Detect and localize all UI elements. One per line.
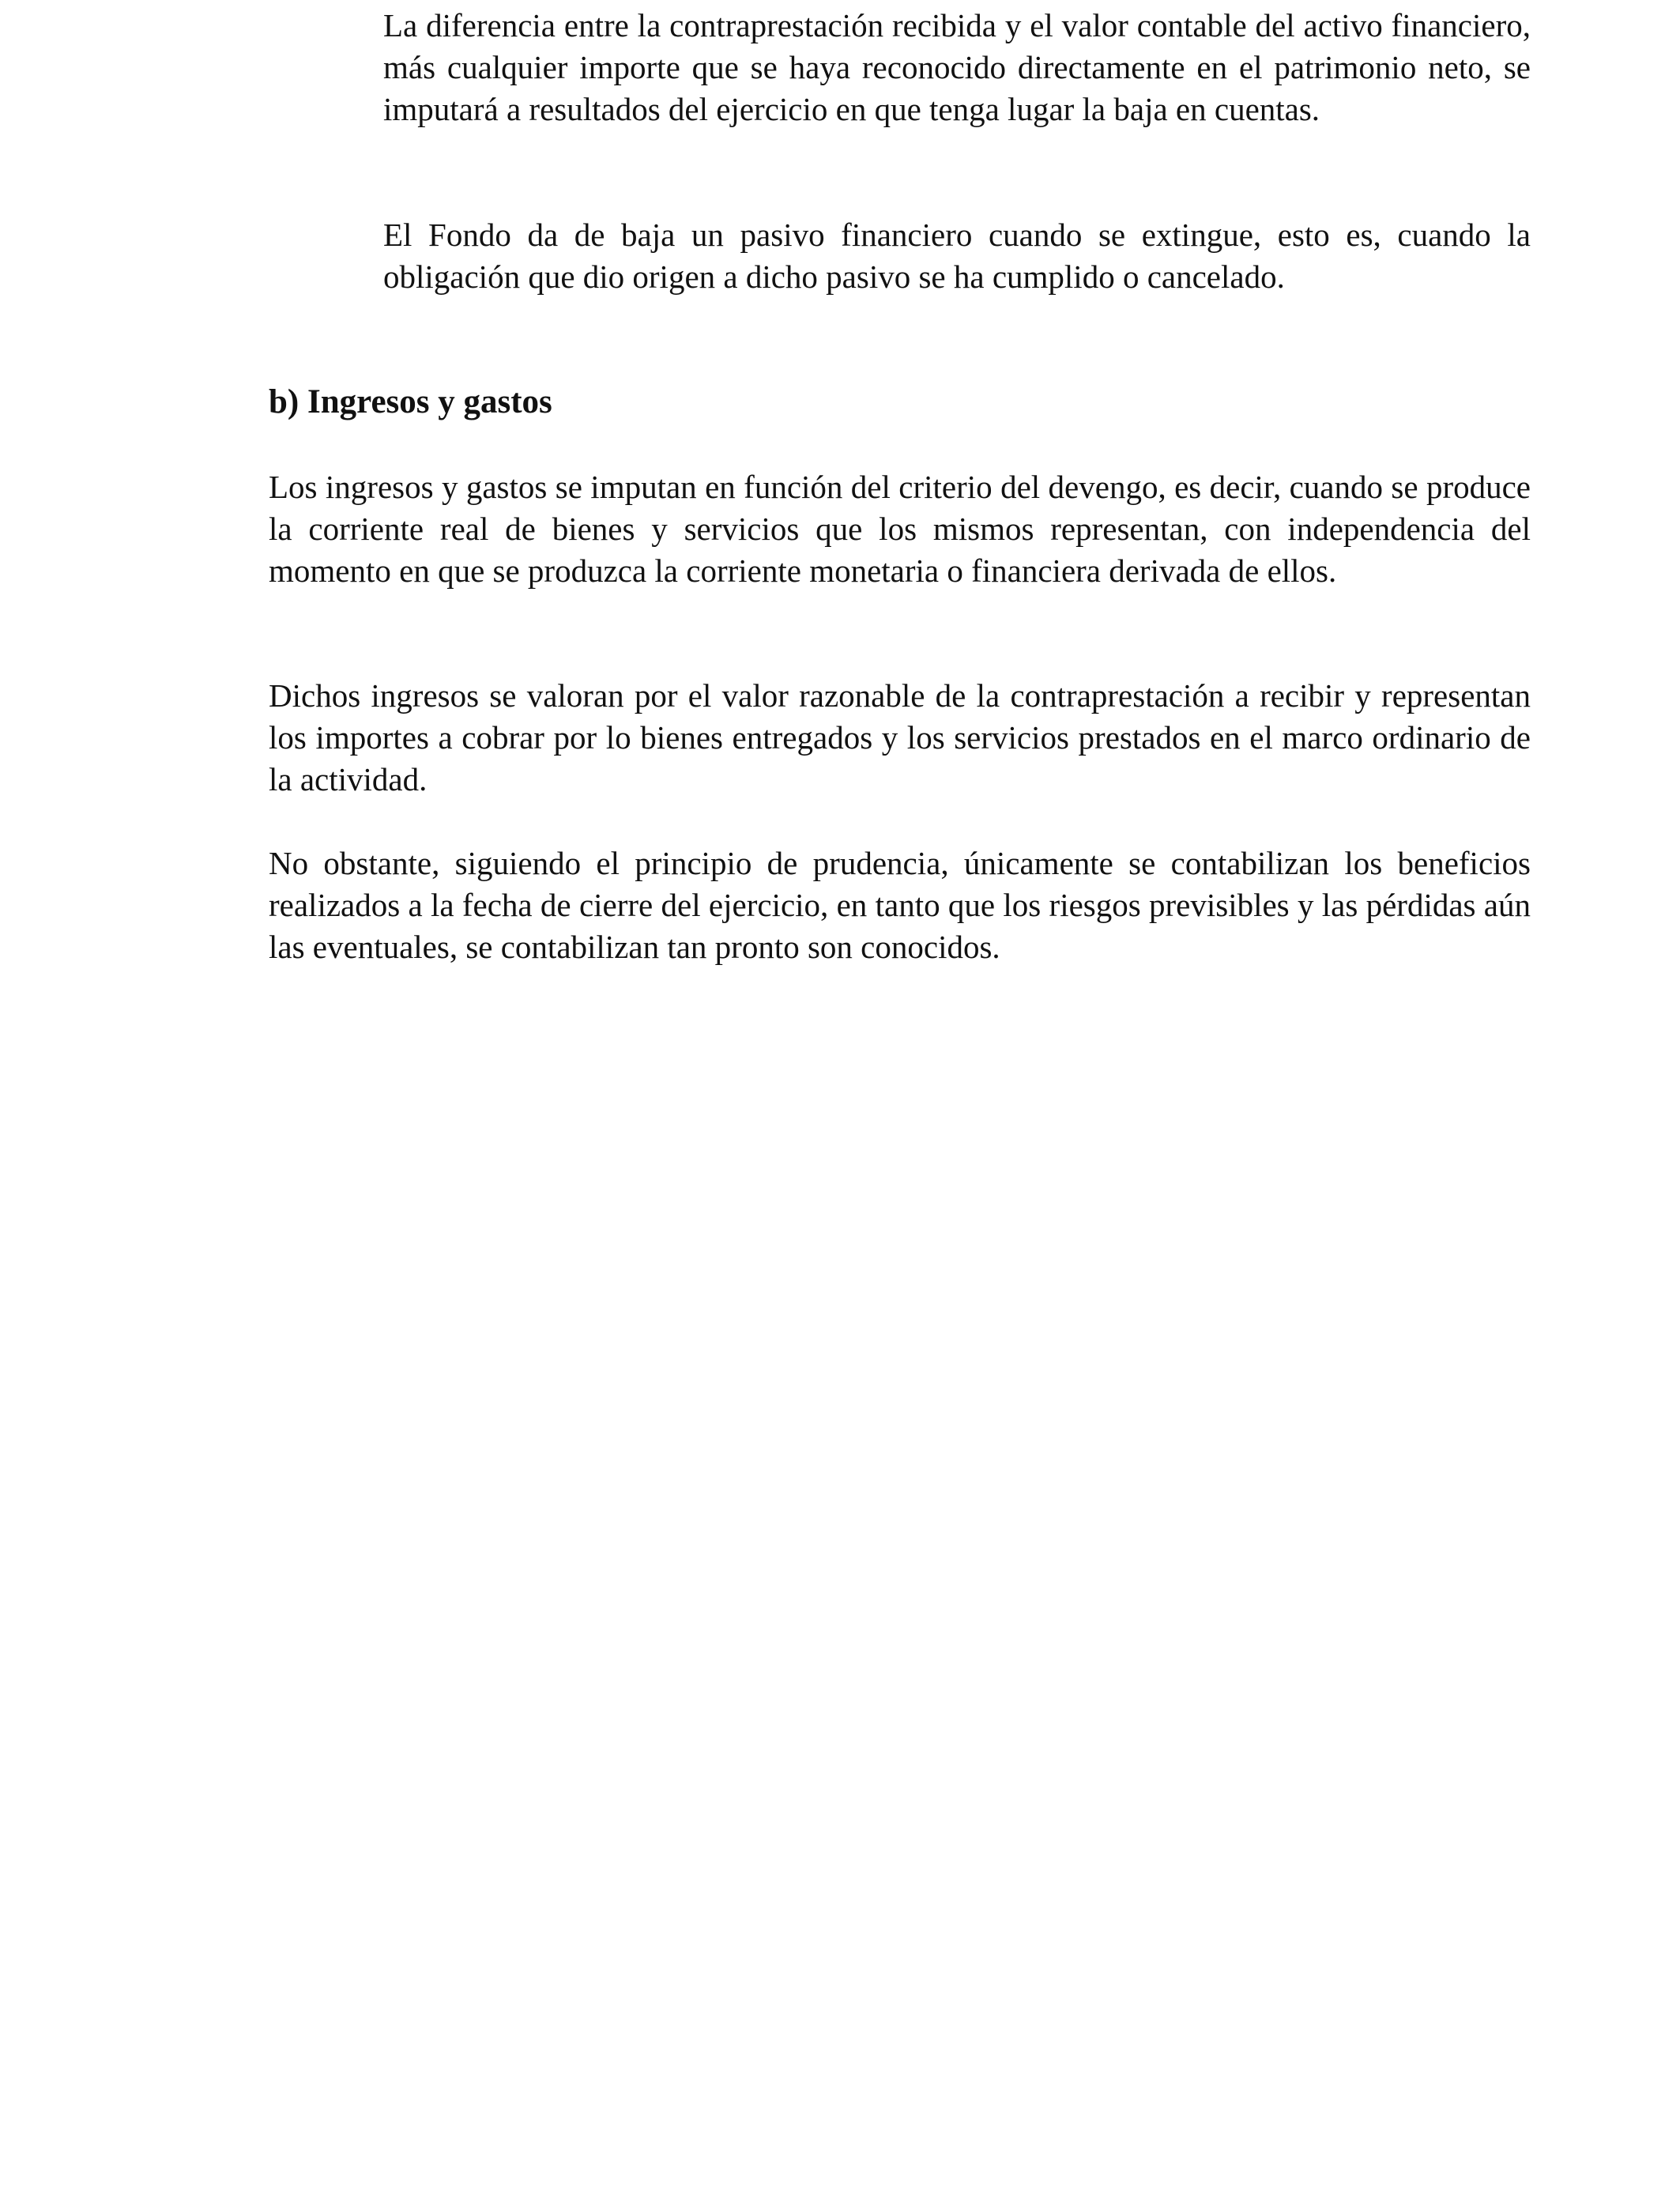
paragraph-principio-prudencia: No obstante, siguiendo el principio de prudencia, únicamente se contabilizan los beneficios realizados a la fecha de cierre del ejercicio, en tanto que los riesgos previsibles y las pérdidas aún las eventuales, se contabilizan tan pronto son conocidos. [269, 845, 1531, 965]
paragraph-valor-razonable: Dichos ingresos se valoran por el valor razonable de la contraprestación a recibir y representan los importes a cobrar por lo bienes entregados y los servicios prestados en el marco ordinario de la actividad. [269, 677, 1531, 797]
section-heading: b) Ingresos y gastos [269, 383, 552, 420]
paragraph-baja-pasivo-financiero: El Fondo da de baja un pasivo financiero cuando se extingue, esto es, cuando la obligación que dio origen a dicho pasivo se ha cumplido o cancelado. [383, 217, 1531, 295]
paragraph-baja-activo-financiero: La diferencia entre la contraprestación recibida y el valor contable del activo financiero, más cualquier importe que se haya reconocido directamente en el patrimonio neto, se imputará a resultados del ejercicio en que tenga lugar la baja en cuentas. [383, 7, 1531, 127]
paragraph-criterio-devengo: Los ingresos y gastos se imputan en función del criterio del devengo, es decir, cuando se produce la corriente real de bienes y servicios que los mismos representan, con independencia del momento en que se produzca la corriente monetaria o financiera derivada de ellos. [269, 469, 1531, 589]
